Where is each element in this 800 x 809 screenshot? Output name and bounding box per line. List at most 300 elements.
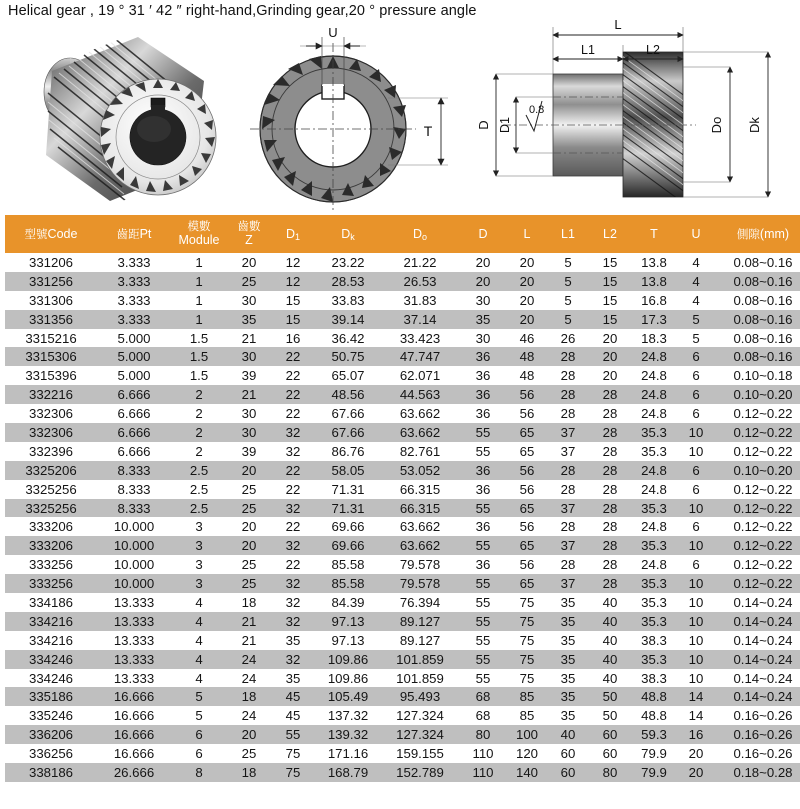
cell-code: 331256 [5,272,97,291]
cell-code: 3325256 [5,480,97,499]
cell-module: 3 [171,536,227,555]
cell-backlash: 0.16~0.26 [715,725,800,744]
cell-backlash: 0.12~0.22 [715,480,800,499]
cell-d: 30 [459,291,507,310]
cell-t: 35.3 [631,593,677,612]
cell-t: 79.9 [631,763,677,782]
dim-label-d1: D1 [498,117,512,133]
table-row [5,517,800,536]
cell-teeth: 25 [227,744,271,763]
cell-l: 65 [507,442,547,461]
cell-l1: 28 [547,404,589,423]
cell-do: 63.662 [381,536,459,555]
cell-code: 334186 [5,593,97,612]
cell-l1: 28 [547,347,589,366]
cell-teeth: 18 [227,763,271,782]
cell-l: 20 [507,291,547,310]
cell-pitch: 5.000 [97,329,171,348]
cell-backlash: 0.08~0.16 [715,253,800,272]
cell-l2: 28 [589,480,631,499]
cell-module: 5 [171,706,227,725]
col-header-pitch-cn: 齒距 [116,228,140,241]
cell-l1: 35 [547,706,589,725]
cell-t: 48.8 [631,706,677,725]
cell-module: 2.5 [171,461,227,480]
cell-l: 20 [507,253,547,272]
cell-t: 79.9 [631,744,677,763]
cell-l: 46 [507,329,547,348]
cell-pitch: 8.333 [97,461,171,480]
cell-t: 13.8 [631,253,677,272]
cell-do: 89.127 [381,612,459,631]
cell-d: 110 [459,744,507,763]
cell-backlash: 0.12~0.22 [715,442,800,461]
cell-d: 68 [459,706,507,725]
cell-dk: 97.13 [315,631,381,650]
cell-u: 10 [677,631,715,650]
cell-l2: 80 [589,763,631,782]
cell-d1: 22 [271,404,315,423]
cell-u: 4 [677,272,715,291]
cell-l: 85 [507,706,547,725]
cell-backlash: 0.08~0.16 [715,310,800,329]
cell-dk: 171.16 [315,744,381,763]
cell-t: 24.8 [631,347,677,366]
cell-dk: 71.31 [315,480,381,499]
cell-t: 35.3 [631,499,677,518]
cell-do: 127.324 [381,725,459,744]
cell-l2: 40 [589,612,631,631]
cell-teeth: 30 [227,423,271,442]
cell-do: 63.662 [381,404,459,423]
cell-pitch: 13.333 [97,669,171,688]
cell-d: 36 [459,517,507,536]
cell-u: 10 [677,574,715,593]
col-header-do-sub: o [422,232,428,242]
cell-d: 80 [459,725,507,744]
cell-l1: 35 [547,612,589,631]
cell-do: 63.662 [381,423,459,442]
cell-module: 4 [171,612,227,631]
helical-gear-3d-photo [18,19,233,212]
cell-d: 55 [459,574,507,593]
cell-d1: 32 [271,650,315,669]
cell-t: 59.3 [631,725,677,744]
cell-teeth: 25 [227,574,271,593]
cell-teeth: 39 [227,366,271,385]
cell-d1: 12 [271,253,315,272]
cell-teeth: 21 [227,612,271,631]
col-header-dk-base: D [341,227,351,241]
cell-backlash: 0.12~0.22 [715,404,800,423]
cell-code: 3325256 [5,499,97,518]
cell-teeth: 21 [227,385,271,404]
dim-label-t: T [423,123,433,139]
col-header-code-cn: 型號 [24,228,48,241]
cell-module: 4 [171,650,227,669]
cell-l2: 20 [589,329,631,348]
dim-label-do: Do [709,116,724,134]
cell-l: 75 [507,612,547,631]
cell-backlash: 0.10~0.18 [715,366,800,385]
cell-d: 55 [459,499,507,518]
cell-do: 76.394 [381,593,459,612]
cell-d: 30 [459,329,507,348]
cell-l2: 40 [589,650,631,669]
cell-u: 14 [677,706,715,725]
table-row [5,555,800,574]
cell-pitch: 10.000 [97,555,171,574]
cell-l: 75 [507,631,547,650]
table-row [5,310,800,329]
cell-module: 1 [171,291,227,310]
cell-module: 8 [171,763,227,782]
cell-dk: 86.76 [315,442,381,461]
cell-l1: 35 [547,593,589,612]
cell-l: 65 [507,499,547,518]
cell-d1: 75 [271,763,315,782]
cell-l1: 37 [547,574,589,593]
cell-t: 38.3 [631,631,677,650]
col-header-d1 [271,215,315,253]
cell-d: 55 [459,442,507,461]
cell-teeth: 24 [227,706,271,725]
cell-l1: 35 [547,650,589,669]
col-header-dk [315,215,381,253]
cell-d1: 35 [271,669,315,688]
cell-code: 335186 [5,687,97,706]
cell-d1: 22 [271,366,315,385]
cell-l: 56 [507,404,547,423]
cell-dk: 65.07 [315,366,381,385]
cell-dk: 97.13 [315,612,381,631]
cell-l1: 37 [547,423,589,442]
cell-l1: 5 [547,272,589,291]
col-header-module-cn: 模數 [187,220,211,233]
cell-dk: 58.05 [315,461,381,480]
cell-teeth: 20 [227,253,271,272]
cell-t: 35.3 [631,650,677,669]
col-header-do [381,215,459,253]
col-header-l: L [507,215,547,253]
cell-pitch: 8.333 [97,480,171,499]
table-header-row [5,215,800,253]
cell-module: 2 [171,385,227,404]
cell-l2: 15 [589,291,631,310]
cell-code: 336256 [5,744,97,763]
cell-dk: 85.58 [315,574,381,593]
cell-l: 85 [507,687,547,706]
cell-t: 18.3 [631,329,677,348]
cell-code: 3315306 [5,347,97,366]
cell-l2: 50 [589,706,631,725]
cell-l: 56 [507,480,547,499]
cell-l: 48 [507,347,547,366]
cell-t: 16.8 [631,291,677,310]
table-row [5,650,800,669]
cell-u: 6 [677,366,715,385]
cell-t: 24.8 [631,517,677,536]
cell-code: 334216 [5,612,97,631]
cell-l2: 28 [589,423,631,442]
cell-pitch: 5.000 [97,347,171,366]
col-header-do-base: D [412,227,422,241]
cell-l: 56 [507,555,547,574]
cell-u: 6 [677,461,715,480]
cell-d1: 22 [271,461,315,480]
cell-l1: 35 [547,631,589,650]
cell-u: 6 [677,385,715,404]
cell-l1: 28 [547,366,589,385]
cell-l2: 28 [589,574,631,593]
cell-l2: 15 [589,272,631,291]
cell-pitch: 10.000 [97,574,171,593]
cell-u: 10 [677,593,715,612]
cell-l: 20 [507,272,547,291]
cell-d1: 32 [271,612,315,631]
table-row [5,291,800,310]
cell-teeth: 18 [227,687,271,706]
table-row [5,744,800,763]
cell-pitch: 13.333 [97,612,171,631]
gear-side-elevation-view [468,19,800,212]
cell-do: 159.155 [381,744,459,763]
cell-l1: 35 [547,669,589,688]
cell-d1: 32 [271,423,315,442]
col-header-pitch-en: Pt [139,226,152,241]
cell-code: 3315216 [5,329,97,348]
cell-backlash: 0.08~0.16 [715,347,800,366]
cell-do: 101.859 [381,669,459,688]
cell-u: 10 [677,669,715,688]
cell-l2: 28 [589,385,631,404]
cell-t: 24.8 [631,555,677,574]
cell-do: 33.423 [381,329,459,348]
table-row [5,366,800,385]
cell-l: 75 [507,669,547,688]
cell-pitch: 6.666 [97,404,171,423]
dim-label-u: U [328,25,338,40]
table-row [5,687,800,706]
cell-u: 14 [677,687,715,706]
cell-d: 55 [459,631,507,650]
cell-l1: 5 [547,253,589,272]
cell-backlash: 0.12~0.22 [715,499,800,518]
cell-backlash: 0.12~0.22 [715,423,800,442]
cell-pitch: 10.000 [97,536,171,555]
cell-pitch: 16.666 [97,706,171,725]
cell-l2: 28 [589,461,631,480]
cell-teeth: 24 [227,650,271,669]
cell-do: 47.747 [381,347,459,366]
cell-u: 6 [677,480,715,499]
table-row [5,631,800,650]
cell-d: 36 [459,555,507,574]
cell-do: 152.789 [381,763,459,782]
cell-d1: 32 [271,536,315,555]
cell-l: 65 [507,536,547,555]
cell-teeth: 21 [227,329,271,348]
cell-l: 140 [507,763,547,782]
cell-u: 10 [677,423,715,442]
cell-l2: 20 [589,347,631,366]
cell-u: 6 [677,517,715,536]
cell-d1: 75 [271,744,315,763]
cell-l2: 60 [589,744,631,763]
cell-backlash: 0.08~0.16 [715,329,800,348]
cell-l2: 20 [589,366,631,385]
cell-u: 10 [677,536,715,555]
cell-d: 55 [459,423,507,442]
col-header-code [5,215,97,253]
cell-teeth: 25 [227,480,271,499]
cell-backlash: 0.12~0.22 [715,536,800,555]
cell-dk: 137.32 [315,706,381,725]
cell-module: 1.5 [171,366,227,385]
cell-t: 24.8 [631,404,677,423]
cell-teeth: 25 [227,499,271,518]
cell-d: 55 [459,612,507,631]
cell-l2: 15 [589,310,631,329]
col-header-code-en: Code [47,226,78,241]
cell-l2: 28 [589,499,631,518]
cell-u: 10 [677,612,715,631]
cell-module: 6 [171,725,227,744]
cell-u: 20 [677,744,715,763]
cell-code: 333256 [5,574,97,593]
cell-t: 35.3 [631,612,677,631]
cell-code: 338186 [5,763,97,782]
cell-backlash: 0.14~0.24 [715,687,800,706]
cell-module: 3 [171,574,227,593]
cell-backlash: 0.12~0.22 [715,574,800,593]
dim-label-d: D [476,120,491,130]
cell-backlash: 0.14~0.24 [715,631,800,650]
col-header-l1: L1 [547,215,589,253]
cell-d: 110 [459,763,507,782]
cell-dk: 39.14 [315,310,381,329]
gear-front-section-view [238,19,463,212]
cell-d1: 22 [271,480,315,499]
cell-pitch: 6.666 [97,423,171,442]
cell-t: 24.8 [631,461,677,480]
cell-do: 62.071 [381,366,459,385]
cell-pitch: 6.666 [97,442,171,461]
cell-code: 331206 [5,253,97,272]
cell-l2: 60 [589,725,631,744]
cell-backlash: 0.16~0.26 [715,744,800,763]
cell-d: 55 [459,650,507,669]
cell-u: 4 [677,291,715,310]
cell-code: 334246 [5,650,97,669]
cell-d: 20 [459,272,507,291]
cell-do: 79.578 [381,555,459,574]
cell-module: 4 [171,669,227,688]
cell-l: 100 [507,725,547,744]
cell-do: 66.315 [381,480,459,499]
cell-l2: 40 [589,593,631,612]
cell-dk: 168.79 [315,763,381,782]
cell-do: 101.859 [381,650,459,669]
cell-dk: 48.56 [315,385,381,404]
cell-d1: 45 [271,687,315,706]
cell-u: 10 [677,650,715,669]
cell-l1: 28 [547,461,589,480]
cell-d1: 16 [271,329,315,348]
cell-do: 53.052 [381,461,459,480]
table-row [5,442,800,461]
cell-dk: 105.49 [315,687,381,706]
cell-module: 2 [171,442,227,461]
cell-d1: 32 [271,499,315,518]
cell-dk: 33.83 [315,291,381,310]
cell-d1: 32 [271,574,315,593]
table-row [5,725,800,744]
cell-l1: 35 [547,687,589,706]
table-row [5,536,800,555]
cell-l1: 40 [547,725,589,744]
cell-pitch: 5.000 [97,366,171,385]
cell-dk: 50.75 [315,347,381,366]
cell-l: 65 [507,423,547,442]
cell-dk: 109.86 [315,669,381,688]
cell-backlash: 0.12~0.22 [715,555,800,574]
cell-d1: 22 [271,517,315,536]
cell-l1: 37 [547,536,589,555]
cell-teeth: 25 [227,555,271,574]
cell-u: 20 [677,763,715,782]
table-row [5,347,800,366]
cell-backlash: 0.08~0.16 [715,272,800,291]
cell-code: 332306 [5,404,97,423]
cell-do: 37.14 [381,310,459,329]
cell-module: 2 [171,404,227,423]
cell-t: 48.8 [631,687,677,706]
cell-do: 31.83 [381,291,459,310]
cell-dk: 67.66 [315,423,381,442]
cell-module: 2.5 [171,480,227,499]
cell-code: 331306 [5,291,97,310]
cell-dk: 69.66 [315,536,381,555]
cell-d: 36 [459,404,507,423]
col-header-u: U [677,215,715,253]
cell-pitch: 6.666 [97,385,171,404]
cell-l2: 28 [589,442,631,461]
cell-pitch: 13.333 [97,631,171,650]
cell-do: 21.22 [381,253,459,272]
cell-dk: 36.42 [315,329,381,348]
cell-l: 56 [507,385,547,404]
cell-module: 3 [171,555,227,574]
cell-teeth: 24 [227,669,271,688]
cell-u: 6 [677,347,715,366]
table-row [5,385,800,404]
cell-code: 334216 [5,631,97,650]
cell-d1: 15 [271,310,315,329]
col-header-d1-base: D [285,227,295,241]
cell-do: 89.127 [381,631,459,650]
cell-l1: 28 [547,555,589,574]
col-header-teeth-cn: 齒數 [237,220,261,233]
cell-do: 127.324 [381,706,459,725]
cell-l: 56 [507,461,547,480]
cell-u: 4 [677,253,715,272]
cell-l2: 50 [589,687,631,706]
cell-d: 36 [459,461,507,480]
cell-dk: 139.32 [315,725,381,744]
cell-do: 79.578 [381,574,459,593]
cell-dk: 85.58 [315,555,381,574]
